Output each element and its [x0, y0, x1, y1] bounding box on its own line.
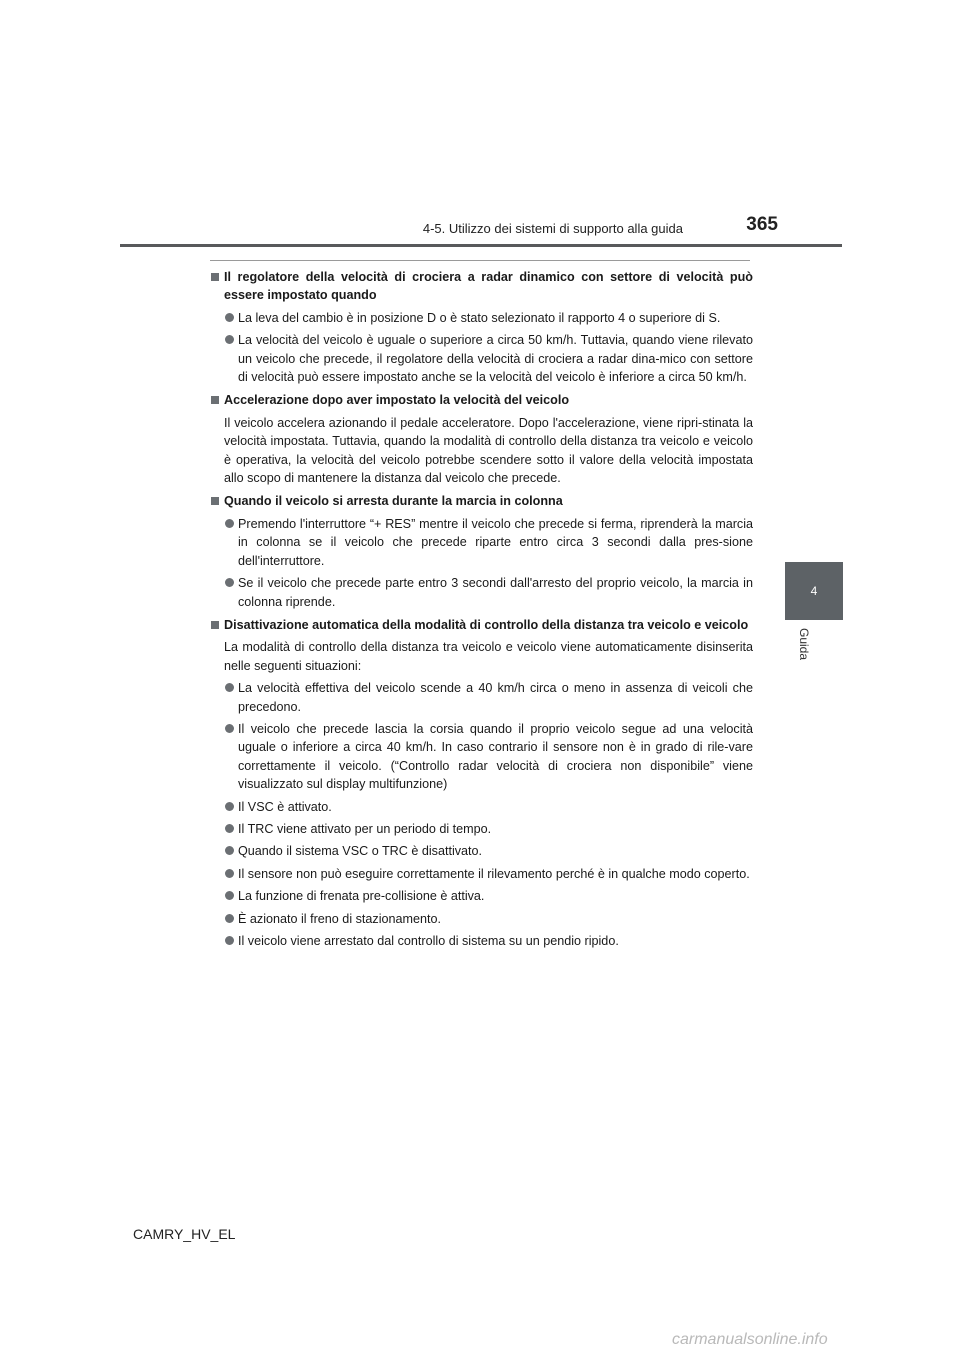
list-item	[210, 887, 753, 905]
section-paragraph: La modalità di controllo della distanza tra veicolo e veicolo viene automaticamente disinserita nelle seguenti situazioni:	[224, 640, 753, 673]
list-item-text: La leva del cambio è in posizione D o è stato selezionato il rapporto 4 o superiore di S.	[238, 310, 721, 325]
list-item	[210, 574, 753, 611]
footer-code: CAMRY_HV_EL	[133, 1226, 236, 1242]
list-item-text: La funzione di frenata pre-collisione è attiva.	[238, 889, 485, 904]
round-bullet-icon	[225, 519, 234, 528]
list-item	[210, 910, 753, 928]
list-item	[210, 720, 753, 794]
list-item-text: La velocità del veicolo è uguale o superiore a circa 50 km/h. Tuttavia, quando viene rilevato un veicolo che precede, il regolatore della velocità di crociera a radar dina-mico con settore di velocità può essere impostato anche se la velocità del veicolo è inferiore a circa 50 km/h.	[238, 333, 753, 385]
section-paragraph: Il veicolo accelera azionando il pedale acceleratore. Dopo l'accelerazione, viene ripri-stinata la velocità impostata. Tuttavia, quando la modalità di controllo della distanza tra veicolo e veicolo è operativa, la velocità del veicolo potrebbe scendere sotto il valore della velocità impostata allo scopo di mantenere la distanza dal veicolo che precede.	[224, 415, 753, 486]
section-heading	[210, 492, 753, 510]
list-item-text: Se il veicolo che precede parte entro 3 secondi dall'arresto del proprio veicolo, la marcia in colonna riprende.	[238, 576, 753, 609]
list-item-text: Quando il sistema VSC o TRC è disattivato.	[238, 844, 483, 859]
chapter-label: Guida	[797, 628, 811, 661]
round-bullet-icon	[225, 824, 234, 833]
list-item	[210, 932, 753, 950]
page-content	[210, 268, 753, 950]
list-item-text: Il veicolo viene arrestato dal controllo di sistema su un pendio ripido.	[238, 934, 619, 948]
round-bullet-icon	[225, 578, 234, 587]
round-bullet-icon	[225, 683, 234, 692]
round-bullet-icon	[225, 891, 234, 900]
list-item	[210, 865, 753, 883]
list-item	[210, 309, 753, 327]
list-item-text: La velocità effettiva del veicolo scende a 40 km/h circa o meno in assenza di veicoli che precedono.	[238, 681, 753, 714]
round-bullet-icon	[225, 802, 234, 811]
section-title: 4-5. Utilizzo dei sistemi di supporto alla guida	[422, 221, 683, 236]
section-heading-text: Quando il veicolo si arresta durante la marcia in colonna	[224, 494, 563, 509]
header-rule	[120, 244, 842, 247]
round-bullet-icon	[225, 869, 234, 878]
round-bullet-icon	[225, 313, 234, 322]
content-top-rule	[210, 260, 750, 261]
section-heading	[210, 391, 753, 409]
round-bullet-icon	[225, 335, 234, 344]
square-bullet-icon	[211, 621, 219, 629]
list-item-text: Il veicolo che precede lascia la corsia quando il proprio veicolo segue ad una velocità uguale o inferiore a circa 40 km/h. In caso contrario il sensore non è in grado di rile-vare correttamente il veicolo. (“Controllo radar velocità di crociera non disponibile” viene visualizzato sul display multifunzione)	[238, 721, 753, 792]
watermark: carmanualsonline.info	[672, 1331, 828, 1348]
square-bullet-icon	[211, 497, 219, 505]
list-item-text: Il sensore non può eseguire correttamente il rilevamento perché è in qualche modo coperto.	[238, 866, 750, 881]
square-bullet-icon	[211, 396, 219, 404]
round-bullet-icon	[225, 846, 234, 855]
square-bullet-icon	[211, 273, 219, 281]
round-bullet-icon	[225, 936, 234, 945]
list-item-text: È azionato il freno di stazionamento.	[238, 911, 442, 926]
chapter-tab: 4	[785, 562, 843, 620]
page-number: 365	[746, 214, 778, 235]
section-heading-text: Accelerazione dopo aver impostato la velocità del veicolo	[224, 393, 570, 408]
list-item	[210, 331, 753, 386]
section-heading-text: Il regolatore della velocità di crociera a radar dinamico con settore di velocità può essere impostato quando	[224, 270, 753, 303]
list-item	[210, 842, 753, 860]
list-item-text: Premendo l'interruttore “+ RES” mentre il veicolo che precede si ferma, riprenderà la marcia in colonna se il veicolo che precede riparte entro circa 3 secondi dalla pres-sione dell'interruttore.	[238, 516, 753, 568]
list-item	[210, 798, 753, 816]
section-heading	[210, 268, 753, 305]
list-item-text: Il TRC viene attivato per un periodo di tempo.	[238, 821, 492, 836]
list-item-text: Il VSC è attivato.	[238, 799, 332, 814]
list-item	[210, 679, 753, 716]
list-item	[210, 820, 753, 838]
section-heading	[210, 616, 753, 634]
round-bullet-icon	[225, 724, 234, 733]
list-item	[210, 515, 753, 570]
round-bullet-icon	[225, 914, 234, 923]
section-heading-text: Disattivazione automatica della modalità di controllo della distanza tra veicolo e veicolo	[224, 617, 749, 632]
